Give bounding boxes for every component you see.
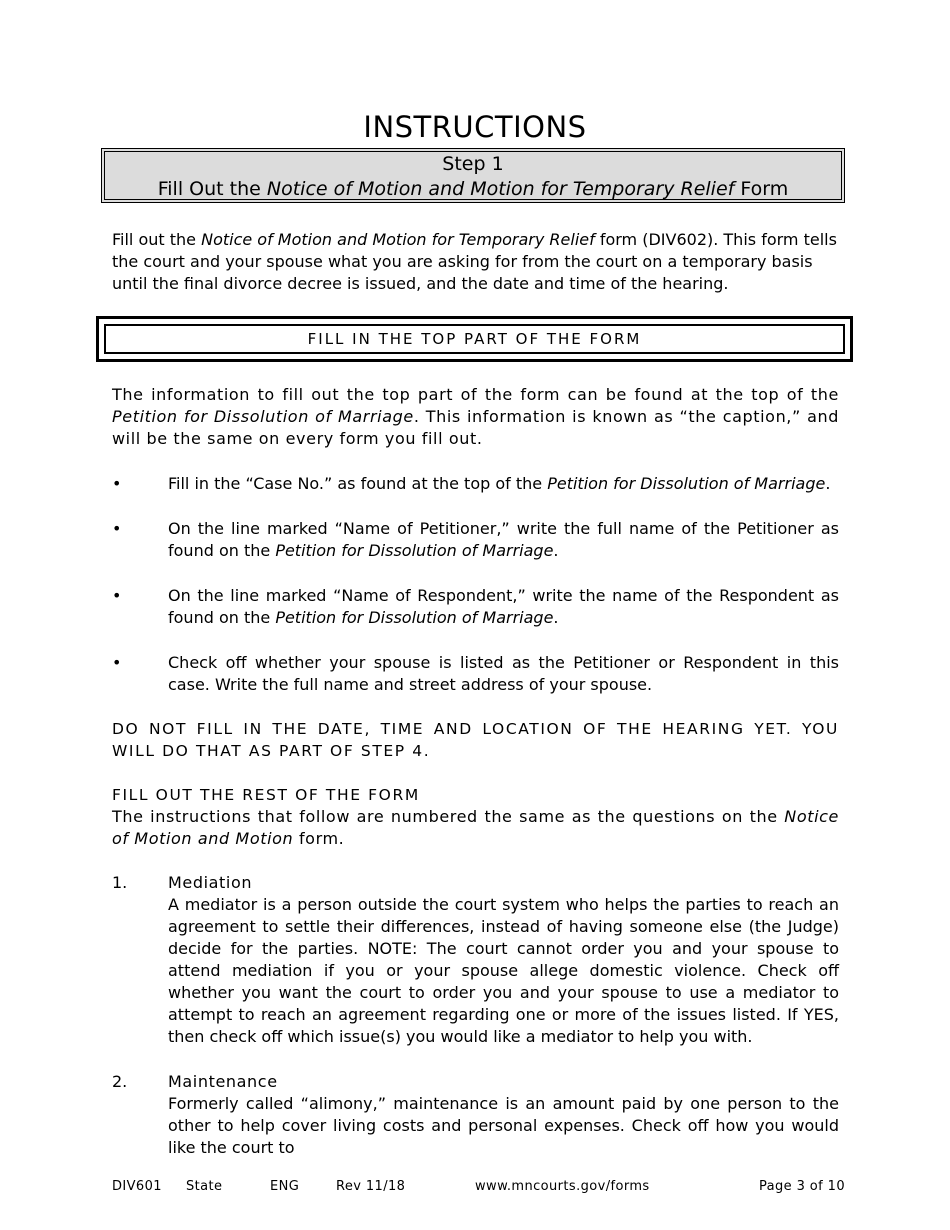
rest-italic: Notice of Motion and Motion xyxy=(112,807,839,848)
footer-form-id: DIV601 xyxy=(112,1179,162,1194)
bullet-italic: Petition for Dissolution of Marriage xyxy=(275,608,554,627)
footer-url: www.mncourts.gov/forms xyxy=(475,1179,650,1194)
step-title-suffix: Form xyxy=(734,178,789,200)
bullet-text-1: On the line marked “Name of Respondent,” write the name of the Respondent as found on the xyxy=(168,586,839,627)
step-title-prefix: Fill Out the xyxy=(157,178,267,200)
rest-text-2: form. xyxy=(293,829,345,848)
bullet-dot: • xyxy=(112,474,122,493)
item-body: Formerly called “alimony,” maintenance is an amount paid by one person to the other to help cover living costs and personal expenses. Check off how you would like the court to xyxy=(168,1094,839,1157)
caption-petition: Petition for Dissolution of Marriage xyxy=(112,407,414,426)
caption-text-2: . This information is known as “the caption,” and will be the same on every form you fill out. xyxy=(112,407,839,448)
bullet-text-2: . xyxy=(825,474,831,493)
intro-text-1: Fill out the xyxy=(112,230,202,249)
bullet-italic: Petition for Dissolution of Marriage xyxy=(275,541,554,560)
caption-paragraph xyxy=(112,384,839,450)
rest-text-1: The instructions that follow are numbered the same as the questions on the xyxy=(112,807,785,826)
intro-text-2: form (DIV602). This form tells the court and your spouse what you are asking for from the court on a temporary basis until the final divorce decree is issued, and the date and time of the hearing. xyxy=(112,230,837,293)
section-header-box xyxy=(96,316,853,362)
bullet-text xyxy=(168,518,839,562)
do-not-fill-notice: DO NOT FILL IN THE DATE, TIME AND LOCATION OF THE HEARING YET. YOU WILL DO THAT AS PART OF STEP 4. xyxy=(112,720,839,760)
item-number: 1. xyxy=(112,873,128,892)
page-title: INSTRUCTIONS xyxy=(363,110,587,144)
bullet-text-2: . xyxy=(553,608,559,627)
item-body: A mediator is a person outside the court system who helps the parties to reach an agreement to settle their differences, instead of having someone else (the Judge) decide for the parties. NOTE: The court cannot order you and your spouse to attend mediation if you or your spouse allege domestic violence. Check off whether you want the court to order you and your spouse to use a mediator to attempt to reach an agreement regarding one or more of the issues listed. If YES, then check off which issue(s) you would like a mediator to help you with. xyxy=(168,895,839,1046)
bullet-text xyxy=(168,652,839,696)
bullet-text-1: Check off whether your spouse is listed as the Petitioner or Respondent in this case. Write the full name and street address of your spouse. xyxy=(168,653,839,694)
bullet-text-1: On the line marked “Name of Petitioner,” write the full name of the Petitioner as found on the xyxy=(168,519,839,560)
item-heading: Mediation xyxy=(168,873,253,892)
bullet-text xyxy=(168,473,839,495)
rest-of-form-paragraph xyxy=(112,806,839,850)
footer-revision: Rev 11/18 xyxy=(336,1179,406,1194)
bullet-italic: Petition for Dissolution of Marriage xyxy=(547,474,826,493)
bullet-text-1: Fill in the “Case No.” as found at the top of the xyxy=(168,474,548,493)
caption-text-1: The information to fill out the top part of the form can be found at the top of the xyxy=(112,385,839,404)
bullet-dot: • xyxy=(112,653,122,672)
step-title-form-name: Notice of Motion and Motion for Temporary Relief xyxy=(266,178,735,200)
item-number: 2. xyxy=(112,1072,128,1091)
footer-page-number: Page 3 of 10 xyxy=(759,1179,846,1194)
rest-of-form-header: FILL OUT THE REST OF THE FORM xyxy=(112,786,420,804)
bullet-dot: • xyxy=(112,586,122,605)
footer-jurisdiction: State xyxy=(186,1179,223,1194)
bullet-text-2: . xyxy=(553,541,559,560)
item-heading: Maintenance xyxy=(168,1072,278,1091)
bullet-text xyxy=(168,585,839,629)
section-header: FILL IN THE TOP PART OF THE FORM xyxy=(104,324,845,354)
step-title xyxy=(102,178,844,200)
footer-language: ENG xyxy=(270,1179,300,1194)
step-label: Step 1 xyxy=(442,153,504,175)
intro-paragraph xyxy=(112,229,839,295)
intro-form-name: Notice of Motion and Motion for Temporary Relief xyxy=(201,230,595,249)
bullet-dot: • xyxy=(112,519,122,538)
step-heading-box xyxy=(101,148,845,203)
